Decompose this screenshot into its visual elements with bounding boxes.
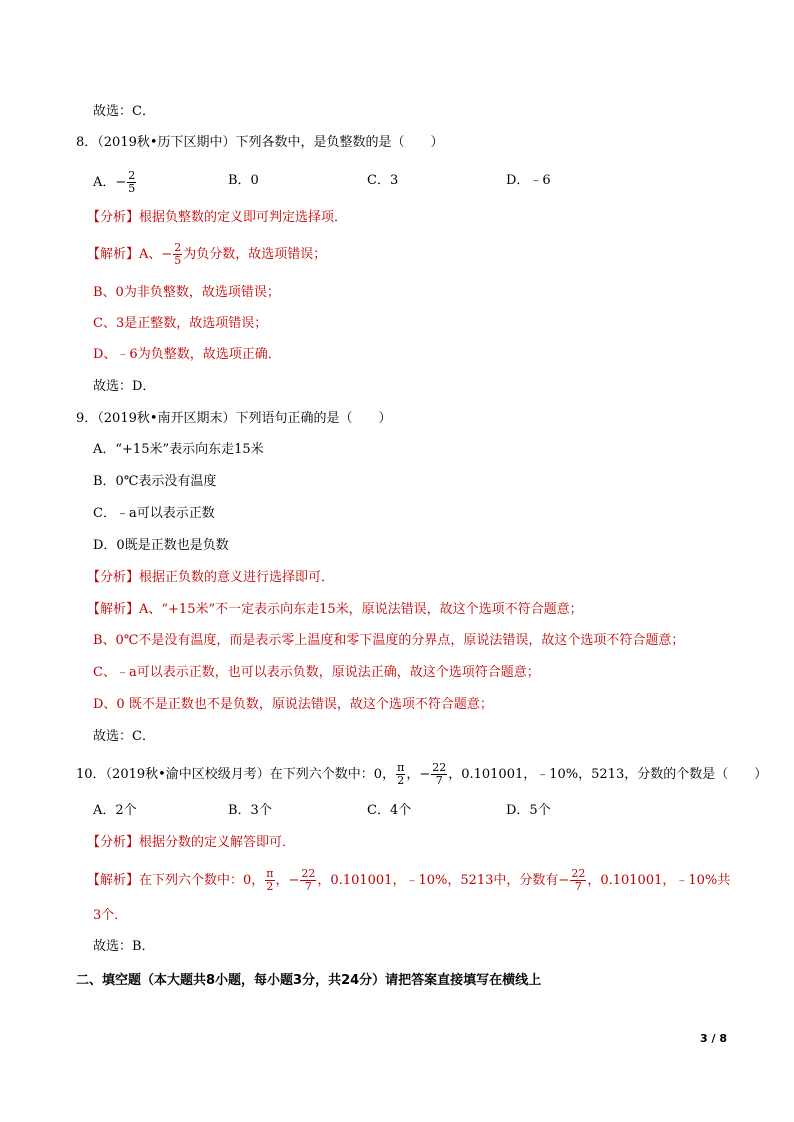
q8-option-d: D．﹣6 (506, 173, 551, 188)
q10-solution-line2: 3个． (93, 908, 128, 923)
q8-option-c: C．3 (367, 173, 399, 188)
q10-answer: 故选：B． (93, 939, 155, 954)
q9-analysis: 【分析】根据正负数的意义进行选择即可． (87, 570, 335, 585)
q8-fraction: $\frac{2}{5}$ (128, 169, 136, 195)
q8-option-a: A．− $\frac{2}{5}$ (93, 169, 136, 195)
q8-stem: 8．（2019秋•历下区期中）下列各数中，是负整数的是（ ） (76, 135, 444, 150)
q8-option-b: B．0 (228, 173, 259, 188)
q10-option-a: A．2个 (93, 803, 137, 818)
q9-option-c: C．﹣a可以表示正数 (93, 506, 215, 521)
q9-solution-b: B、0℃不是没有温度，而是表示零上温度和零下温度的分界点，原说法错误，故这个选项不符合题意； (93, 633, 685, 648)
q9-stem: 9．（2019秋•南开区期末）下列语句正确的是（ ） (76, 411, 392, 426)
q8-solution-a: 【解析】A、− $\frac{2}{5}$ 为负分数，故选项错误； (87, 241, 327, 267)
q8-solution-d: D、﹣6为负整数，故选项正确． (93, 347, 281, 362)
q10-option-b: B．3个 (228, 803, 272, 818)
q9-solution-a: 【解析】A、“+15米”不一定表示向东走15米，原说法错误，故这个选项不符合题意； (87, 602, 583, 617)
section-heading: 二、填空题（本大题共8小题，每小题3分，共24分）请把答案直接填写在横线上 (76, 973, 542, 988)
q9-option-a: A．“+15米”表示向东走15米 (93, 442, 264, 457)
prev-answer: 故选：C． (93, 104, 155, 119)
q9-solution-d: D、0 既不是正数也不是负数，原说法错误，故这个选项不符合题意； (93, 697, 493, 712)
q10-solution: 【解析】在下列六个数中：0， $\frac{\pi}{2}$ ，− $\frac{22}{7}$ ，0.101001，﹣10%，5213中，分数有− $\frac{22}{7}$ ，0.101001，﹣10%共 (87, 867, 731, 893)
q8-solution-b: B、0为非负整数，故选项错误； (93, 285, 280, 300)
q8-analysis: 【分析】根据负整数的定义即可判定选择项． (87, 210, 348, 225)
q10-option-d: D．5个 (506, 803, 551, 818)
q10-option-c: C．4个 (367, 803, 412, 818)
q9-solution-c: C、﹣a可以表示正数，也可以表示负数，原说法正确，故这个选项符合题意； (93, 665, 540, 680)
q10-analysis: 【分析】根据分数的定义解答即可． (87, 835, 296, 850)
q8-solution-c: C、3是正整数，故选项错误； (93, 316, 268, 331)
page-number: 3 / 8 (700, 1032, 727, 1045)
q9-option-b: B．0℃表示没有温度 (93, 474, 217, 489)
q10-stem: 10．（2019秋•渝中区校级月考）在下列六个数中：0， $\frac{\pi}{2}$ ，− $\frac{22}{7}$ ，0.101001，﹣10%，5213，分数的个数是（ ） (76, 761, 768, 787)
q9-option-d: D．0既是正数也是负数 (93, 538, 229, 553)
q8-answer: 故选：D． (93, 379, 156, 394)
q9-answer: 故选：C． (93, 729, 155, 744)
